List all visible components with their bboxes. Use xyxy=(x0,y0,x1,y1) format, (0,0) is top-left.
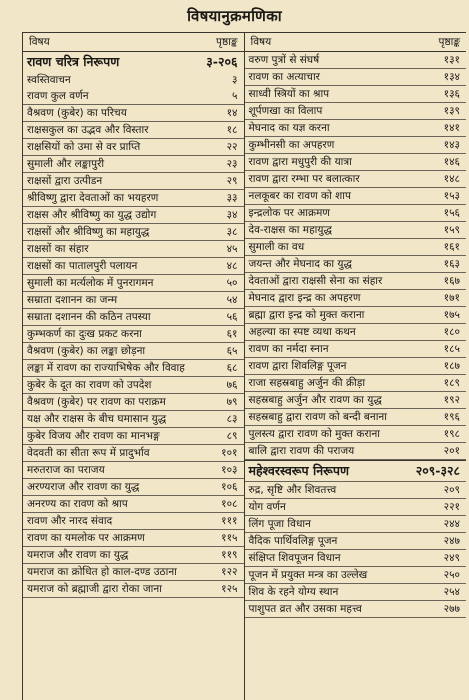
entry-page-number: ५० xyxy=(226,277,238,289)
entry-title: रावण द्वारा शिवलिङ्ग पूजन xyxy=(248,360,347,372)
contents-entry xyxy=(245,171,467,188)
contents-entry xyxy=(245,375,467,392)
left-header xyxy=(23,33,244,52)
entry-page-number: ४५ xyxy=(226,243,238,255)
contents-entry xyxy=(23,496,244,513)
left-column xyxy=(23,33,245,700)
entry-page-number: ११९ xyxy=(221,549,238,561)
contents-entry xyxy=(23,156,244,173)
section-label: रावण चरित्र निरूपण xyxy=(27,54,120,69)
contents-entry xyxy=(245,69,467,86)
contents-entry xyxy=(23,190,244,207)
entry-page-number: १३४ xyxy=(443,71,460,83)
contents-entry xyxy=(245,222,467,239)
entry-page-number: १७५ xyxy=(443,309,460,321)
subject-header: विषय xyxy=(29,36,50,48)
entry-title: श्रीविष्णु द्वारा देवताओं का भयहरण xyxy=(27,192,159,204)
contents-entry xyxy=(23,479,244,496)
contents-entry xyxy=(245,533,467,550)
entry-title: वरुण पुत्रों से संघर्ष xyxy=(248,54,320,66)
entry-page-number: १३९ xyxy=(443,105,460,117)
entry-title: अरण्यराज और रावण का युद्ध xyxy=(27,481,140,493)
entry-page-number: २०९ xyxy=(443,484,460,496)
entry-title: कुम्भकर्ण का दुःख प्रकट करना xyxy=(27,328,142,340)
entry-title: वैश्रवण (कुबेर) का लङ्का छोड़ना xyxy=(27,345,146,357)
entry-title: राक्षसों का पातालपुरी पलायन xyxy=(27,260,138,272)
entry-page-number: १२५ xyxy=(221,583,238,595)
entry-title: शिव के रहने योग्य स्थान xyxy=(248,586,339,598)
entry-title: योग वर्णन xyxy=(248,501,286,513)
entry-page-number: १०१ xyxy=(221,447,238,459)
contents-entry xyxy=(245,409,467,426)
contents-entry xyxy=(23,275,244,292)
entry-page-number: १०६ xyxy=(221,481,238,493)
entry-page-number: १४१ xyxy=(443,122,460,134)
contents-entry xyxy=(23,224,244,241)
contents-entry xyxy=(23,309,244,326)
contents-entry xyxy=(245,584,467,601)
contents-entry xyxy=(23,207,244,224)
contents-entry xyxy=(23,122,244,139)
entry-title: सुमाली का मर्त्यलोक में पुनरागमन xyxy=(27,277,154,289)
contents-entry xyxy=(23,72,244,88)
entry-page-number: २९ xyxy=(226,175,238,187)
entry-page-number: २३ xyxy=(226,158,238,170)
entry-page-number: १०३ xyxy=(221,464,238,476)
entry-title: राक्षस और श्रीविष्णु का युद्ध उद्योग xyxy=(27,209,157,221)
entry-page-number: १४ xyxy=(226,107,238,119)
entry-title: कुबेर विजय और रावण का मानभङ्ग xyxy=(27,430,160,442)
entry-title: देवताओं द्वारा राक्षसी सेना का संहार xyxy=(248,275,383,287)
contents-entry xyxy=(245,567,467,584)
contents-entry xyxy=(23,462,244,479)
entry-page-number: ३४ xyxy=(226,209,238,221)
section-pages: २०९-३२८ xyxy=(415,463,460,478)
contents-entry xyxy=(245,550,467,567)
entry-title: पुलस्त्य द्वारा रावण को मुक्त कराना xyxy=(248,428,381,440)
entry-title: सम्राता दशानन का जन्म xyxy=(27,294,118,306)
contents-entry xyxy=(245,443,467,460)
entry-page-number: ६५ xyxy=(226,345,238,357)
entry-title: पूजन में प्रयुक्त मन्त्र का उल्लेख xyxy=(248,569,368,581)
entry-title: इन्द्रलोक पर आक्रमण xyxy=(248,207,330,219)
contents-entry xyxy=(245,307,467,324)
entry-page-number: ५६ xyxy=(226,311,238,323)
entry-page-number: ११५ xyxy=(221,532,238,544)
entry-page-number: ७६ xyxy=(226,379,238,391)
contents-entry xyxy=(23,258,244,275)
entry-page-number: १४८ xyxy=(443,173,460,185)
contents-entry xyxy=(245,601,467,618)
entry-page-number: १४३ xyxy=(443,139,460,151)
entry-title: वैश्रवण (कुबेर) का परिचय xyxy=(27,107,127,119)
entry-page-number: ५४ xyxy=(226,294,238,306)
entry-title: रावण का अत्याचार xyxy=(248,71,320,83)
entry-title: सम्राता दशानन की कठिन तपस्या xyxy=(27,311,151,323)
contents-entry xyxy=(23,581,244,598)
entry-page-number: १२२ xyxy=(221,566,238,578)
entry-page-number: १८५ xyxy=(443,343,460,355)
entry-title: राक्षसियों को उमा से वर प्राप्ति xyxy=(27,141,141,153)
entry-page-number: ३३ xyxy=(226,192,238,204)
entry-page-number: २०१ xyxy=(443,445,460,457)
entry-title: वेदवती का सीता रूप में प्रादुर्भाव xyxy=(27,447,150,459)
entry-title: रावण का यमलोक पर आक्रमण xyxy=(27,532,145,544)
contents-entry xyxy=(23,241,244,258)
entry-title: लिंग पूजा विधान xyxy=(248,518,311,530)
entry-title: रावण कुल वर्णन xyxy=(27,90,89,102)
entry-title: अहल्या का स्पष्ट व्यथा कथन xyxy=(248,326,356,338)
entry-page-number: ८९ xyxy=(226,430,238,442)
contents-entry xyxy=(23,343,244,360)
entry-page-number: ८३ xyxy=(226,413,238,425)
entry-title: यमराज का क्रोधित हो काल-दण्ड उठाना xyxy=(27,566,177,578)
entry-page-number: १६७ xyxy=(443,275,460,287)
section-label: महेश्वरस्वरूप निरूपण xyxy=(248,463,349,478)
contents-entry xyxy=(245,205,467,222)
contents-entry xyxy=(23,547,244,564)
entry-title: लङ्का में रावण का राज्याभिषेक और विवाह xyxy=(27,362,185,374)
contents-entry xyxy=(245,103,467,120)
entry-title: कुम्भीनसी का अपहरण xyxy=(248,139,335,151)
entry-page-number: ४८ xyxy=(226,260,238,272)
contents-entry xyxy=(245,516,467,533)
contents-entry xyxy=(23,513,244,530)
contents-entry xyxy=(23,139,244,156)
entry-page-number: १३६ xyxy=(443,88,460,100)
entry-title: सुमाली और लङ्कापुरी xyxy=(27,158,105,170)
contents-entry xyxy=(23,88,244,105)
entry-page-number: १८९ xyxy=(443,377,460,389)
entry-title: शूर्पणखा का विलाप xyxy=(248,105,323,117)
entry-page-number: २५० xyxy=(443,569,460,581)
entry-title: वैश्रवण (कुबेर) पर रावण का पराक्रम xyxy=(27,396,166,408)
entry-page-number: ३ xyxy=(232,74,238,86)
contents-entry xyxy=(245,341,467,358)
entry-title: यक्ष और राक्षस के बीच घमासान युद्ध xyxy=(27,413,167,425)
entry-page-number: ६१ xyxy=(226,328,238,340)
entry-page-number: १६१ xyxy=(443,241,460,253)
entry-title: कुबेर के दूत का रावण को उपदेश xyxy=(27,379,152,391)
entry-title: यमराज को ब्रह्माजी द्वारा रोका जाना xyxy=(27,583,162,595)
entry-title: रावण का नर्मदा स्नान xyxy=(248,343,329,355)
entry-title: मरुतराज का पराजय xyxy=(27,464,105,476)
contents-entry xyxy=(23,394,244,411)
entry-page-number: २४४ xyxy=(443,518,460,530)
entry-title: बालि द्वारा रावण की पराजय xyxy=(248,445,355,457)
contents-entry xyxy=(245,137,467,154)
entry-title: रावण द्वारा रम्भा पर बलात्कार xyxy=(248,173,360,185)
page-header: पृष्ठाङ्क xyxy=(438,36,460,48)
contents-entry xyxy=(245,426,467,443)
contents-entry xyxy=(245,120,467,137)
page-header: पृष्ठाङ्क xyxy=(215,36,238,48)
entry-title: साध्वी स्त्रियों का श्राप xyxy=(248,88,330,100)
contents-entry xyxy=(245,324,467,341)
entry-page-number: १६३ xyxy=(443,258,460,270)
entry-page-number: १११ xyxy=(221,515,238,527)
entry-page-number: १५६ xyxy=(443,207,460,219)
page-title: विषयानुक्रमणिका xyxy=(187,7,282,25)
entry-title: ब्रह्मा द्वारा इन्द्र को मुक्त कराना xyxy=(248,309,365,321)
entry-title: जयन्त और मेघनाद का युद्ध xyxy=(248,258,352,270)
entry-page-number: २४९ xyxy=(443,552,460,564)
entry-title: मेघनाद का यज्ञ करना xyxy=(248,122,330,134)
entry-page-number: २४७ xyxy=(443,535,460,547)
section-heading xyxy=(23,52,244,72)
entry-title: रुद्र, सृष्टि और शिवतत्त्व xyxy=(248,484,337,496)
entry-title: राक्षसों द्वारा उत्पीडन xyxy=(27,175,103,187)
contents-entry xyxy=(23,360,244,377)
contents-table xyxy=(22,32,466,700)
entry-title: सुमाली का वध xyxy=(248,241,305,253)
entry-title: रावण द्वारा मधुपुरी की यात्रा xyxy=(248,156,352,168)
entry-title: देव-राक्षस का महायुद्ध xyxy=(248,224,332,236)
entry-page-number: १५९ xyxy=(443,224,460,236)
entry-title: सहस्रबाहु अर्जुन और रावण का युद्ध xyxy=(248,394,382,406)
contents-entry xyxy=(245,482,467,499)
contents-entry xyxy=(245,154,467,171)
contents-entry xyxy=(245,86,467,103)
subject-header: विषय xyxy=(250,36,272,48)
entry-title: नलकूबर का रावण को शाप xyxy=(248,190,351,202)
contents-entry xyxy=(245,256,467,273)
contents-entry xyxy=(245,239,467,256)
entry-title: पाशुपत व्रत और उसका महत्त्व xyxy=(248,603,362,615)
entry-page-number: १८ xyxy=(226,124,238,136)
entry-page-number: २२ xyxy=(226,141,238,153)
right-column xyxy=(245,33,467,700)
entry-title: रावण और नारद संवाद xyxy=(27,515,113,527)
entry-page-number: १४६ xyxy=(443,156,460,168)
entry-page-number: १७१ xyxy=(443,292,460,304)
entry-page-number: १०८ xyxy=(221,498,238,510)
entry-page-number: ५ xyxy=(232,90,238,102)
entry-page-number: १८० xyxy=(443,326,460,338)
entry-page-number: ६८ xyxy=(226,362,238,374)
section-heading xyxy=(245,460,467,482)
contents-entry xyxy=(23,564,244,581)
contents-entry xyxy=(23,377,244,394)
entry-title: वैदिक पार्थिवलिङ्ग पूजन xyxy=(248,535,338,547)
entry-page-number: १९६ xyxy=(443,411,460,423)
entry-page-number: ३८ xyxy=(226,226,238,238)
contents-entry xyxy=(23,411,244,428)
contents-entry xyxy=(245,392,467,409)
section-pages: ३-२०६ xyxy=(206,54,238,69)
entry-page-number: २७७ xyxy=(443,603,460,615)
entry-page-number: १८७ xyxy=(443,360,460,372)
entry-page-number: १९८ xyxy=(443,428,460,440)
contents-entry xyxy=(23,445,244,462)
entry-page-number: १९२ xyxy=(443,394,460,406)
entry-page-number: २२१ xyxy=(443,501,460,513)
right-header xyxy=(245,33,467,52)
entry-title: सहस्रबाहु द्वारा रावण को बन्दी बनाना xyxy=(248,411,387,423)
contents-entry xyxy=(245,52,467,69)
entry-title: यमराज और रावण का युद्ध xyxy=(27,549,129,561)
contents-entry xyxy=(23,428,244,445)
entry-title: स्वस्तिवाचन xyxy=(27,74,71,86)
entry-page-number: २५४ xyxy=(443,586,460,598)
entry-page-number: ७९ xyxy=(226,396,238,408)
contents-entry xyxy=(245,358,467,375)
contents-entry xyxy=(245,290,467,307)
entry-title: राक्षसों और श्रीविष्णु का महायुद्ध xyxy=(27,226,150,238)
entry-title: मेघनाद द्वारा इन्द्र का अपहरण xyxy=(248,292,361,304)
entry-title: राक्षसकुल का उद्भव और विस्तार xyxy=(27,124,149,136)
contents-entry xyxy=(23,173,244,190)
entry-title: राजा सहस्रबाहु अर्जुन की क्रीड़ा xyxy=(248,377,366,389)
entry-page-number: १५३ xyxy=(443,190,460,202)
contents-entry xyxy=(23,292,244,309)
entry-title: अनरण्य का रावण को श्राप xyxy=(27,498,128,510)
contents-entry xyxy=(245,188,467,205)
entry-title: राक्षसों का संहार xyxy=(27,243,89,255)
contents-entry xyxy=(245,499,467,516)
contents-entry xyxy=(245,273,467,290)
entry-title: संक्षिप्त शिवपूजन विधान xyxy=(248,552,341,564)
entry-page-number: १३१ xyxy=(443,54,460,66)
contents-entry xyxy=(23,105,244,122)
contents-entry xyxy=(23,326,244,343)
contents-entry xyxy=(23,530,244,547)
